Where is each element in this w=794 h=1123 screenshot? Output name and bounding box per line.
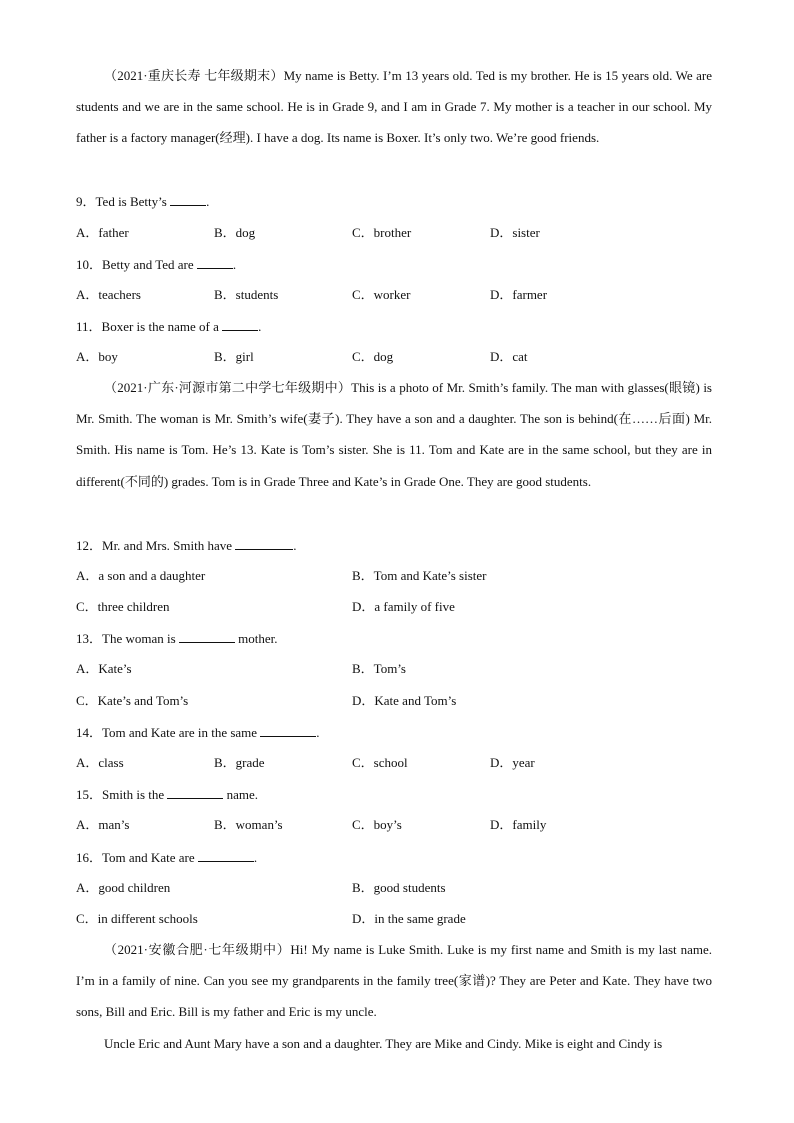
question-number: 10． [76,257,103,272]
question-number: 11． [76,319,102,334]
option-b: B．woman’s [214,817,283,832]
option-c: C．in different schools [76,911,198,926]
question-stem-end: . [206,194,210,209]
passage-3-text-continued: Uncle Eric and Aunt Mary have a son and a daughter. They are Mike and Cindy. Mike is eight and Cindy is [104,1035,663,1051]
question-number: 16． [76,850,103,865]
option-b: B．Tom’s [352,661,406,676]
option-a: A．father [76,225,129,240]
question-stem-end: . [232,257,237,272]
question-stem: Boxer is the name of a [101,319,223,334]
answer-blank [197,256,233,269]
option-c: C．brother [352,225,412,240]
answer-blank [198,849,254,862]
question-number: 15． [76,787,103,802]
option-d: D．a family of five [352,599,455,614]
question-stem-end: . [258,319,262,334]
question-stem-end: mother. [234,631,278,646]
passage-1-source: （2021·重庆长寿 七年级期末） [104,68,284,83]
question-number: 9． [76,194,96,209]
question-stem: Tom and Kate are [102,850,198,865]
answer-blank [179,630,235,643]
option-c: C．dog [352,349,394,364]
question-stem: Ted is Betty’s [95,194,171,209]
passage-2-source: （2021·广东·河源市第二中学七年级期中） [104,380,352,395]
option-a: A．boy [76,349,118,364]
passage-3-source: （2021·安徽合肥·七年级期中） [104,942,291,957]
option-a: A．class [76,755,124,770]
question-stem: The woman is [102,631,179,646]
option-c: C．worker [352,287,411,302]
question-9 [76,193,209,210]
question-stem-end: . [316,725,320,740]
answer-blank [222,318,258,331]
passage-1 [76,60,712,154]
question-10 [76,256,236,273]
option-d: D．Kate and Tom’s [352,693,457,708]
option-c: C．school [352,755,408,770]
question-16 [76,849,257,866]
option-c: C．boy’s [352,817,402,832]
answer-blank [167,786,223,799]
passage-3 [76,934,712,1059]
passage-3-text: Hi! My name is Luke Smith. Luke is my first name and Smith is my last name. I’m in a family of nine. Can you see my grandparents in the family tree(家谱)? They are Peter and Kate. They have two sons, Bill and Eric. Bill is my father and Eric is my uncle. [76,942,712,1020]
question-stem: Smith is the [102,787,168,802]
option-c: C．three children [76,599,170,614]
question-15 [76,786,258,803]
question-number: 14． [76,725,103,740]
option-d: D．in the same grade [352,911,466,926]
passage-2 [76,372,712,497]
question-number: 13． [76,631,103,646]
passage-1-text: My name is Betty. I’m 13 years old. Ted is my brother. He is 15 years old. We are students and we are in the same school. He is in Grade 9, and I am in Grade 7. My mother is a teacher in our school. My father is a factory manager(经理). I have a dog. Its name is Boxer. It’s only two. We’re good friends. [76,68,712,146]
option-a: A．teachers [76,287,141,302]
option-b: B．grade [214,755,265,770]
question-number: 12． [76,538,103,553]
question-stem-end: . [293,538,297,553]
option-c: C．Kate’s and Tom’s [76,693,189,708]
question-stem-end: name. [223,787,259,802]
question-13 [76,630,278,647]
option-d: D．sister [490,225,540,240]
question-stem-end: . [253,850,258,865]
option-b: B．good students [352,880,446,895]
option-d: D．family [490,817,547,832]
answer-blank [170,193,206,206]
question-14 [76,724,320,741]
option-a: A．Kate’s [76,661,132,676]
option-b: B．girl [214,349,254,364]
question-stem: Mr. and Mrs. Smith have [102,538,236,553]
question-11 [76,318,261,335]
answer-blank [235,537,293,550]
option-d: D．year [490,755,535,770]
option-a: A．a son and a daughter [76,568,206,583]
option-d: D．farmer [490,287,548,302]
option-b: B．students [214,287,279,302]
question-12 [76,537,297,554]
answer-blank [260,724,316,737]
option-b: B．Tom and Kate’s sister [352,568,487,583]
option-a: A．man’s [76,817,130,832]
question-stem: Tom and Kate are in the same [102,725,261,740]
option-d: D．cat [490,349,528,364]
option-b: B．dog [214,225,256,240]
passage-2-text: This is a photo of Mr. Smith’s family. The man with glasses(眼镜) is Mr. Smith. The woman is Mr. Smith’s wife(妻子). They have a son and a daughter. The son is behind(在……后面) Mr. Smith. His name is Tom. He’s 13. Kate is Tom’s sister. She is 11. Tom and Kate are in the same school, but they are in different(不同的) grades. Tom is in Grade Three and Kate’s in Grade One. They are good students. [76,380,712,489]
option-a: A．good children [76,880,171,895]
question-stem: Betty and Ted are [102,257,197,272]
